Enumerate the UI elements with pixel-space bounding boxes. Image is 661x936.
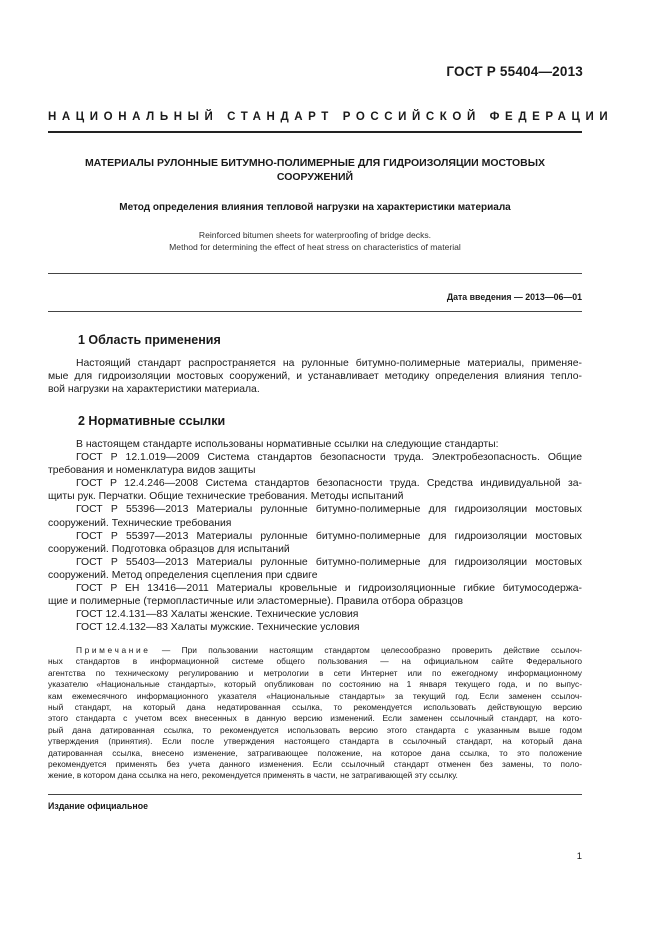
note-line: ных стандартов в информационной системе общего пользования — на официальном сайте Федерального (48, 656, 582, 667)
reference-item: ГОСТ Р ЕН 13416—2011 Материалы кровельные и гидроизоляционные гибкие битумосодержа- (76, 583, 582, 595)
note-label: Примечание (76, 645, 151, 655)
note-text: — При пользовании настоящим стандартом целесообразно проверить действие ссылоч- (161, 645, 582, 655)
reference-item: ГОСТ Р 55403—2013 Материалы рулонные битумно-полимерные для гидроизоляции мостовых (76, 556, 582, 568)
document-title (48, 156, 582, 184)
section-heading-references: 2 Нормативные ссылки (78, 414, 226, 428)
reference-item: сооружений. Технические требования (48, 517, 232, 529)
page-number: 1 (576, 851, 582, 862)
document-subtitle: Метод определения влияния тепловой нагрузки на характеристики материала (119, 202, 511, 213)
note-line: датированная ссылка, внесено изменение, затрагивающее положение, на которое дана ссылка, то это положение (48, 747, 582, 758)
reference-item: ГОСТ Р 12.4.246—2008 Система стандартов безопасности труда. Средства индивидуальной за- (76, 478, 582, 490)
reference-item: ГОСТ Р 55396—2013 Материалы рулонные битумно-полимерные для гидроизоляции мостовых (76, 504, 582, 516)
document-title-line: СООРУЖЕНИЙ (276, 171, 354, 183)
date-rule (48, 311, 582, 312)
edition-label: Издание официальное (48, 801, 148, 811)
reference-item: сооружений. Подготовка образцов для испытаний (48, 543, 290, 555)
reference-item: щие и полимерные (термопластичные или эластомерные). Правила отбора образцов (48, 596, 464, 608)
standard-title: НАЦИОНАЛЬНЫЙ СТАНДАРТ РОССИЙСКОЙ ФЕДЕРАЦИИ (48, 111, 614, 123)
english-title-line: Reinforced bitumen sheets for waterproofing of bridge decks. (198, 230, 432, 240)
reference-item: ГОСТ Р 12.1.019—2009 Система стандартов безопасности труда. Электробезопасность. Общие (76, 452, 582, 464)
text-line: мые для гидроизоляции мостовых сооружений, и устанавливает методику определения влияния тепло- (48, 371, 582, 383)
note-line: рый дана датированная ссылка, то рекомендуется использовать версию этого стандарта с указанным выше годом (48, 724, 582, 735)
reference-item: ГОСТ 12.4.131—83 Халаты женские. Технические условия (76, 609, 359, 621)
note-line: жение, в котором дана ссылка на него, рекомендуется применять в части, не затрагивающей эту ссылку. (48, 770, 458, 781)
english-title (48, 229, 582, 253)
note-first-line (48, 645, 582, 656)
note-block (48, 645, 582, 782)
section-heading-scope: 1 Область применения (78, 333, 221, 347)
document-title-line: МАТЕРИАЛЫ РУЛОННЫЕ БИТУМНО-ПОЛИМЕРНЫЕ ДЛЯ ГИДРОИЗОЛЯЦИИ МОСТОВЫХ (84, 157, 546, 169)
note-line: ный стандарт, на который дана недатированная ссылка, то рекомендуется использовать действующую версию (48, 702, 582, 713)
note-line: рекомендуется применять без учета данного изменения. Если ссылочный стандарт отменен без замены, то поло- (48, 759, 582, 770)
scope-paragraph (48, 357, 582, 396)
note-line: кам ежемесячного информационного указателя «Национальные стандарты» за текущий год. Если заменен ссылоч- (48, 690, 582, 701)
note-line: агентства по техническому регулированию и метрологии в сети Интернет или по ежегодному информационному (48, 667, 582, 678)
header-rule (48, 131, 582, 133)
reference-item: сооружений. Метод определения сцепления при сдвиге (48, 569, 318, 581)
title-rule (48, 273, 582, 274)
text-line: В настоящем стандарте использованы нормативные ссылки на следующие стандарты: (76, 439, 499, 450)
reference-item: ГОСТ 12.4.132—83 Халаты мужские. Технические условия (76, 622, 360, 634)
reference-item: ГОСТ Р 55397—2013 Материалы рулонные битумно-полимерные для гидроизоляции мостовых (76, 530, 582, 542)
text-line: Настоящий стандарт распространяется на рулонные битумно-полимерные материалы, применяе- (76, 358, 582, 369)
reference-item: щиты рук. Перчатки. Общие технические требования. Методы испытаний (48, 491, 404, 503)
note-line: утверждения (принятия). Если после утверждения настоящего стандарта в ссылочный стандарт, на который дана (48, 736, 582, 747)
english-title-line: Method for determining the effect of heat stress on characteristics of material (169, 242, 461, 252)
note-line: указателю «Национальные стандарты», который опубликован по состоянию на 1 января текущего года, и по выпус- (48, 679, 582, 690)
introduction-date: Дата введения — 2013—06—01 (446, 292, 582, 302)
references-list (48, 438, 582, 634)
reference-item: требования и номенклатура видов защиты (48, 465, 256, 477)
footer-rule (48, 794, 582, 795)
document-code: ГОСТ Р 55404—2013 (446, 64, 583, 79)
text-line: вой нагрузки на характеристики материала. (48, 384, 260, 396)
note-line: этого стандарта с учетом всех внесенных в данную версию изменений. Если заменен ссылочный стандарт, на кото- (48, 713, 582, 724)
